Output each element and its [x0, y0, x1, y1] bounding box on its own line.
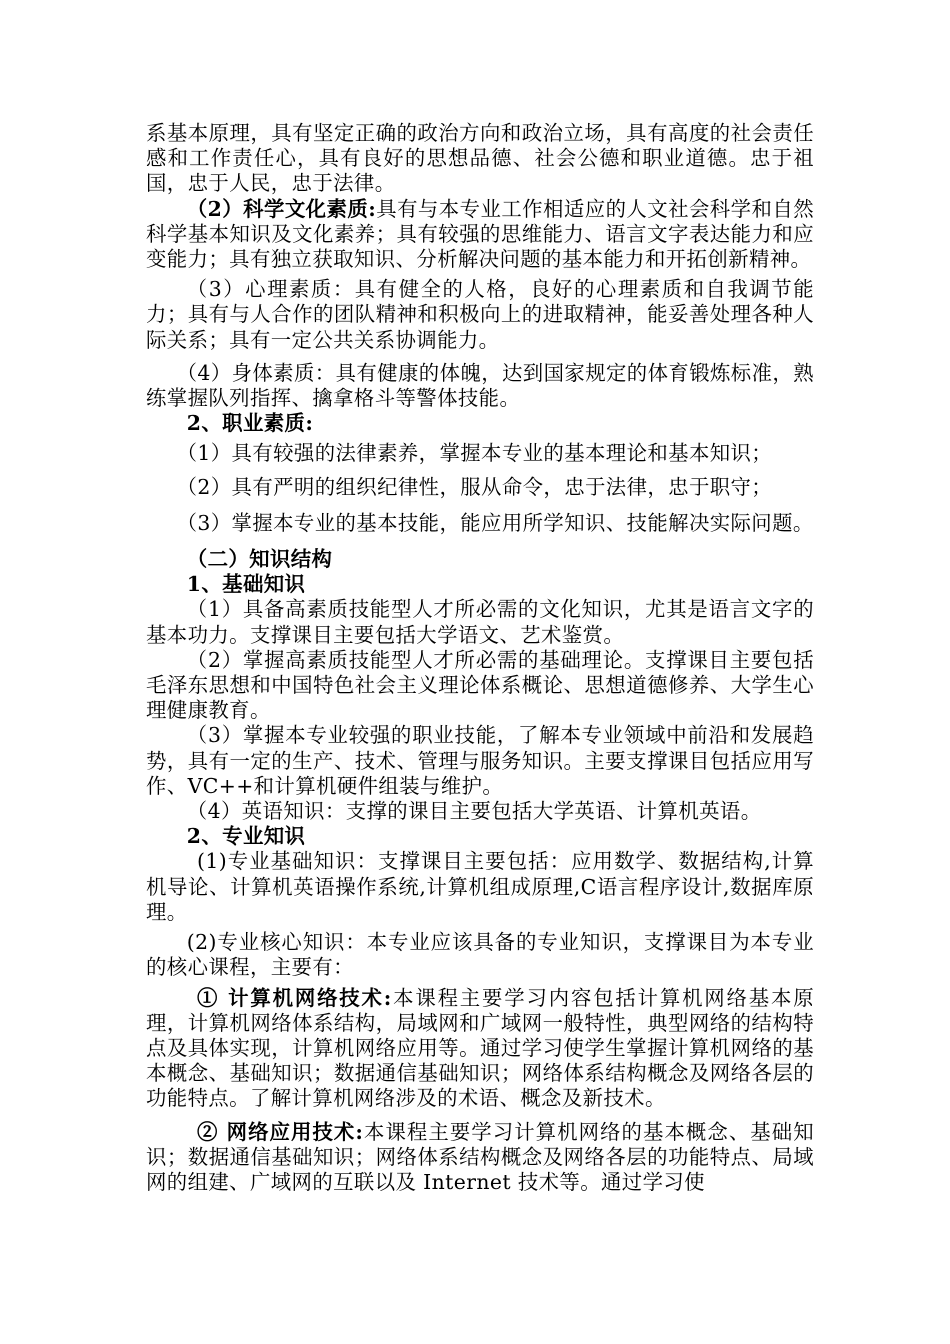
course-title: ② 网络应用技术:	[197, 1119, 364, 1144]
paragraph-psychological-quality: （3）心理素质：具有健全的人格，良好的心理素质和自我调节能力；具有与人合作的团队精神和积极向上的进取精神，能妥善处理各种人际关系；具有一定公共关系协调能力。	[146, 277, 814, 352]
document-body	[146, 121, 814, 1195]
course-description: 本课程主要学习内容包括计算机网络基本原理，计算机网络体系结构，局域网和广域网一般特性，典型网络的结构特点及具体实现，计算机网络应用等。通过学习使学生掌握计算机网络的基本概念、基础知识；数据通信基础知识；网络体系结构概念及网络各层的功能特点。了解计算机网络涉及的术语、概念及新技术。	[146, 985, 814, 1111]
paragraph-professional-core: (2)专业核心知识：本专业应该具备的专业知识，支撑课目为本专业的核心课程，主要有：	[146, 930, 814, 980]
paragraph-professional-1: （1）具有较强的法律素养，掌握本专业的基本理论和基本知识；	[176, 441, 773, 466]
heading-professional-knowledge: 2、专业知识	[186, 824, 306, 849]
heading-basic-knowledge: 1、基础知识	[186, 572, 306, 597]
heading-knowledge-structure: （二）知识结构	[186, 547, 333, 572]
paragraph-lead: （2）科学文化素质:	[186, 196, 377, 221]
course-description: 本课程主要学习计算机网络的基本概念、基础知识；数据通信基础知识；网络体系结构概念及网络各层的功能特点、局域网的组建、广域网的互联以及 Internet 技术等。通过学习使	[146, 1119, 814, 1194]
paragraph-professional-2: （2）具有严明的组织纪律性，服从命令，忠于法律，忠于职守；	[176, 474, 773, 499]
paragraph-basic-2: （2）掌握高素质技能型人才所必需的基础理论。支撑课目主要包括毛泽东思想和中国特色社会主义理论体系概论、思想道德修养、大学生心理健康教育。	[146, 647, 814, 723]
paragraph-physical-quality: （4）身体素质：具有健康的体魄，达到国家规定的体育锻炼标准，熟练掌握队列指挥、擒拿格斗等警体技能。	[146, 360, 814, 411]
paragraph-network-technology	[146, 986, 814, 1112]
paragraph-political-quality-tail: 系基本原理，具有坚定正确的政治方向和政治立场，具有高度的社会责任感和工作责任心，具有良好的思想品德、社会公德和职业道德。忠于祖国，忠于人民，忠于法律。	[146, 121, 814, 196]
paragraph-science-culture-quality	[146, 197, 814, 273]
paragraph-text: 具有与本专业工作相适应的人文社会科学和自然科学基本知识及文化素养；具有较强的思维能力、语言文字表达能力和应变能力；具有独立获取知识、分析解决问题的基本能力和开拓创新精神。	[146, 196, 814, 272]
paragraph-professional-3: （3）掌握本专业的基本技能，能应用所学知识、技能解决实际问题。	[176, 510, 814, 535]
paragraph-basic-4: （4）英语知识：支撑的课目主要包括大学英语、计算机英语。	[186, 799, 762, 824]
paragraph-professional-basic: (1)专业基础知识：支撑课目主要包括：应用数学、数据结构,计算机导论、计算机英语操作系统,计算机组成原理,C语言程序设计,数据库原理。	[146, 849, 814, 924]
paragraph-basic-1: （1）具备高素质技能型人才所必需的文化知识，尤其是语言文字的基本功力。支撑课目主要包括大学语文、艺术鉴赏。	[146, 597, 814, 647]
heading-professional-quality: 2、职业素质:	[186, 411, 314, 436]
course-title: ① 计算机网络技术:	[197, 985, 392, 1010]
paragraph-basic-3: （3）掌握本专业较强的职业技能，了解本专业领域中前沿和发展趋势，具有一定的生产、技术、管理与服务知识。主要支撑课目包括应用写作、VC++和计算机硬件组装与维护。	[146, 723, 814, 798]
paragraph-network-application	[146, 1120, 814, 1196]
